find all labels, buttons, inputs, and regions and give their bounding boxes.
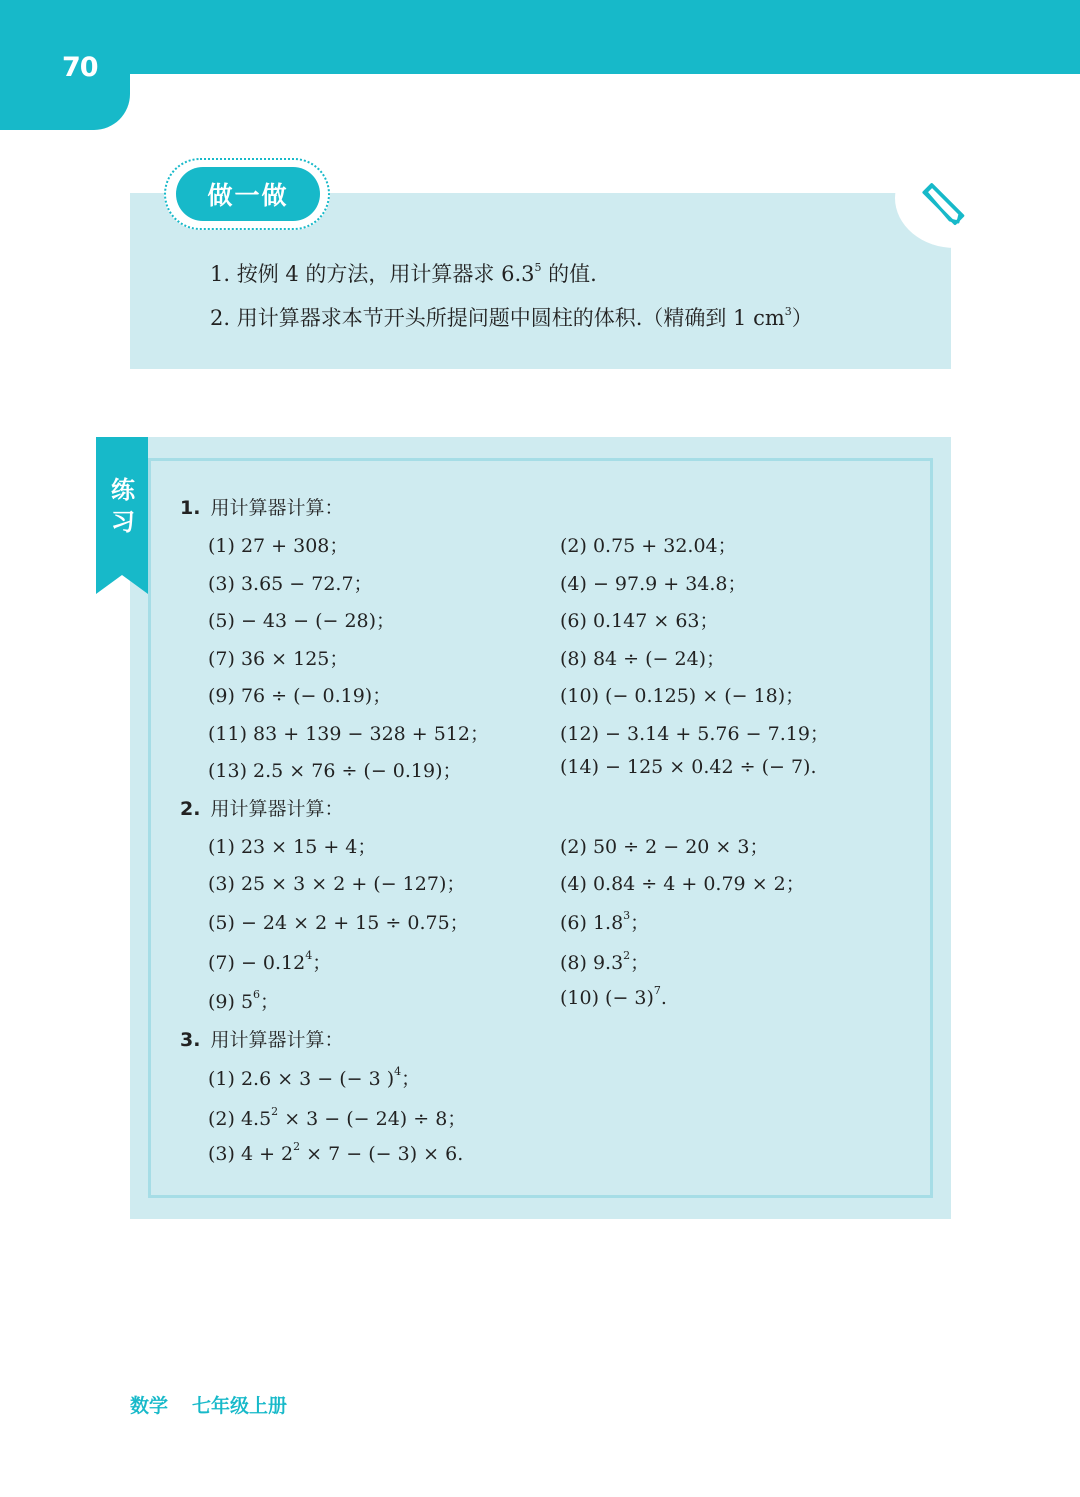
question-2-title (180, 794, 343, 821)
q1-item-13: (13) 2.5 × 76 ÷ (− 0.19)； (208, 760, 462, 782)
footer-subject: 数学 (130, 1395, 169, 1417)
q1-item-4: (4) − 97.9 + 34.8； (560, 573, 747, 595)
activity-item-2-text: 2. 用计算器求本节开头所提问题中圆柱的体积.（精确到 1 cm (210, 306, 785, 330)
q3-item-2-tail: × 3 − (− 24) ÷ 8； (278, 1108, 467, 1130)
header-band (0, 0, 1080, 74)
activity-badge (176, 167, 320, 221)
footer-grade: 七年级上册 (192, 1395, 288, 1417)
q3-item-1-tail: ； (401, 1068, 421, 1090)
question-1-text: 用计算器计算： (210, 497, 344, 519)
activity-item-1 (210, 258, 597, 288)
page-number: 70 (62, 52, 98, 83)
q1-item-10: (10) (− 0.125) × (− 18)； (560, 685, 805, 707)
q2-item-8-tail: ； (630, 952, 650, 974)
q2-item-6 (560, 908, 649, 935)
q2-item-3: (3) 25 × 3 × 2 + (− 127)； (208, 873, 466, 895)
activity-item-1-text: 1. 按例 4 的方法，用计算器求 6.3 (210, 262, 535, 286)
q1-item-14: (14) − 125 × 0.42 ÷ (− 7). (560, 756, 817, 778)
q2-item-9-tail: ； (260, 991, 280, 1013)
q2-item-9-exponent: 6 (253, 988, 261, 1001)
activity-item-2-exponent: 3 (784, 305, 792, 318)
q2-item-7 (208, 948, 331, 975)
practice-ribbon-label: 练习 (111, 476, 135, 536)
q2-item-8-base: (8) 9.3 (560, 952, 624, 974)
q2-item-10 (560, 984, 667, 1009)
question-3-number: 3. (180, 1029, 201, 1051)
q2-item-7-base: (7) − 0.12 (208, 952, 306, 974)
q3-item-1-base: (1) 2.6 × 3 − (− 3 ) (208, 1068, 395, 1090)
q2-item-4: (4) 0.84 ÷ 4 + 0.79 × 2； (560, 873, 805, 895)
q1-item-12: (12) − 3.14 + 5.76 − 7.19； (560, 723, 829, 745)
q2-item-7-exponent: 4 (305, 949, 313, 962)
activity-item-1-tail: 的值. (541, 262, 597, 286)
pencil-ruler-icon (918, 180, 968, 226)
q2-item-10-exponent: 7 (653, 984, 661, 997)
question-1-title (180, 493, 343, 520)
question-3-text: 用计算器计算： (210, 1029, 344, 1051)
q3-item-3 (208, 1140, 464, 1165)
q1-item-8: (8) 84 ÷ (− 24)； (560, 648, 726, 670)
question-2-text: 用计算器计算： (210, 798, 344, 820)
q1-item-2: (2) 0.75 + 32.04； (560, 535, 737, 557)
q2-item-6-exponent: 3 (623, 909, 631, 922)
q1-item-6: (6) 0.147 × 63； (560, 610, 719, 632)
q3-item-3-tail: × 7 − (− 3) × 6. (300, 1143, 464, 1165)
page-footer (130, 1391, 287, 1418)
q2-item-1: (1) 23 × 15 + 4； (208, 836, 377, 858)
question-1-number: 1. (180, 497, 201, 519)
q3-item-1 (208, 1064, 420, 1091)
q3-item-2 (208, 1104, 466, 1131)
q2-item-5: (5) − 24 × 2 + 15 ÷ 0.75； (208, 912, 469, 934)
q1-item-7: (7) 36 × 125； (208, 648, 349, 670)
q2-item-9 (208, 987, 279, 1014)
question-2-number: 2. (180, 798, 201, 820)
q2-item-10-base: (10) (− 3) (560, 987, 654, 1009)
q1-item-1: (1) 27 + 308； (208, 535, 349, 557)
activity-item-2-tail: ） (791, 306, 813, 330)
q1-item-5: (5) − 43 − (− 28)； (208, 610, 396, 632)
q2-item-2: (2) 50 ÷ 2 − 20 × 3； (560, 836, 769, 858)
q3-item-2-exponent: 2 (271, 1105, 279, 1118)
q3-item-3-base: (3) 4 + 2 (208, 1143, 294, 1165)
q1-item-11: (11) 83 + 139 − 328 + 512； (208, 723, 490, 745)
q3-item-2-base: (2) 4.5 (208, 1108, 272, 1130)
q2-item-6-tail: ； (630, 912, 650, 934)
q2-item-8-exponent: 2 (623, 949, 631, 962)
question-3-title (180, 1025, 343, 1052)
q2-item-10-tail: . (660, 987, 667, 1009)
activity-item-1-exponent: 5 (534, 261, 542, 274)
q3-item-3-exponent: 2 (293, 1140, 301, 1153)
q2-item-8 (560, 948, 649, 975)
q2-item-6-base: (6) 1.8 (560, 912, 624, 934)
q1-item-3: (3) 3.65 − 72.7； (208, 573, 373, 595)
q3-item-1-exponent: 4 (394, 1065, 402, 1078)
q2-item-7-tail: ； (312, 952, 332, 974)
q1-item-9: (9) 76 ÷ (− 0.19)； (208, 685, 392, 707)
activity-badge-label: 做一做 (207, 181, 289, 210)
activity-item-2 (210, 302, 813, 332)
q2-item-9-base: (9) 5 (208, 991, 254, 1013)
